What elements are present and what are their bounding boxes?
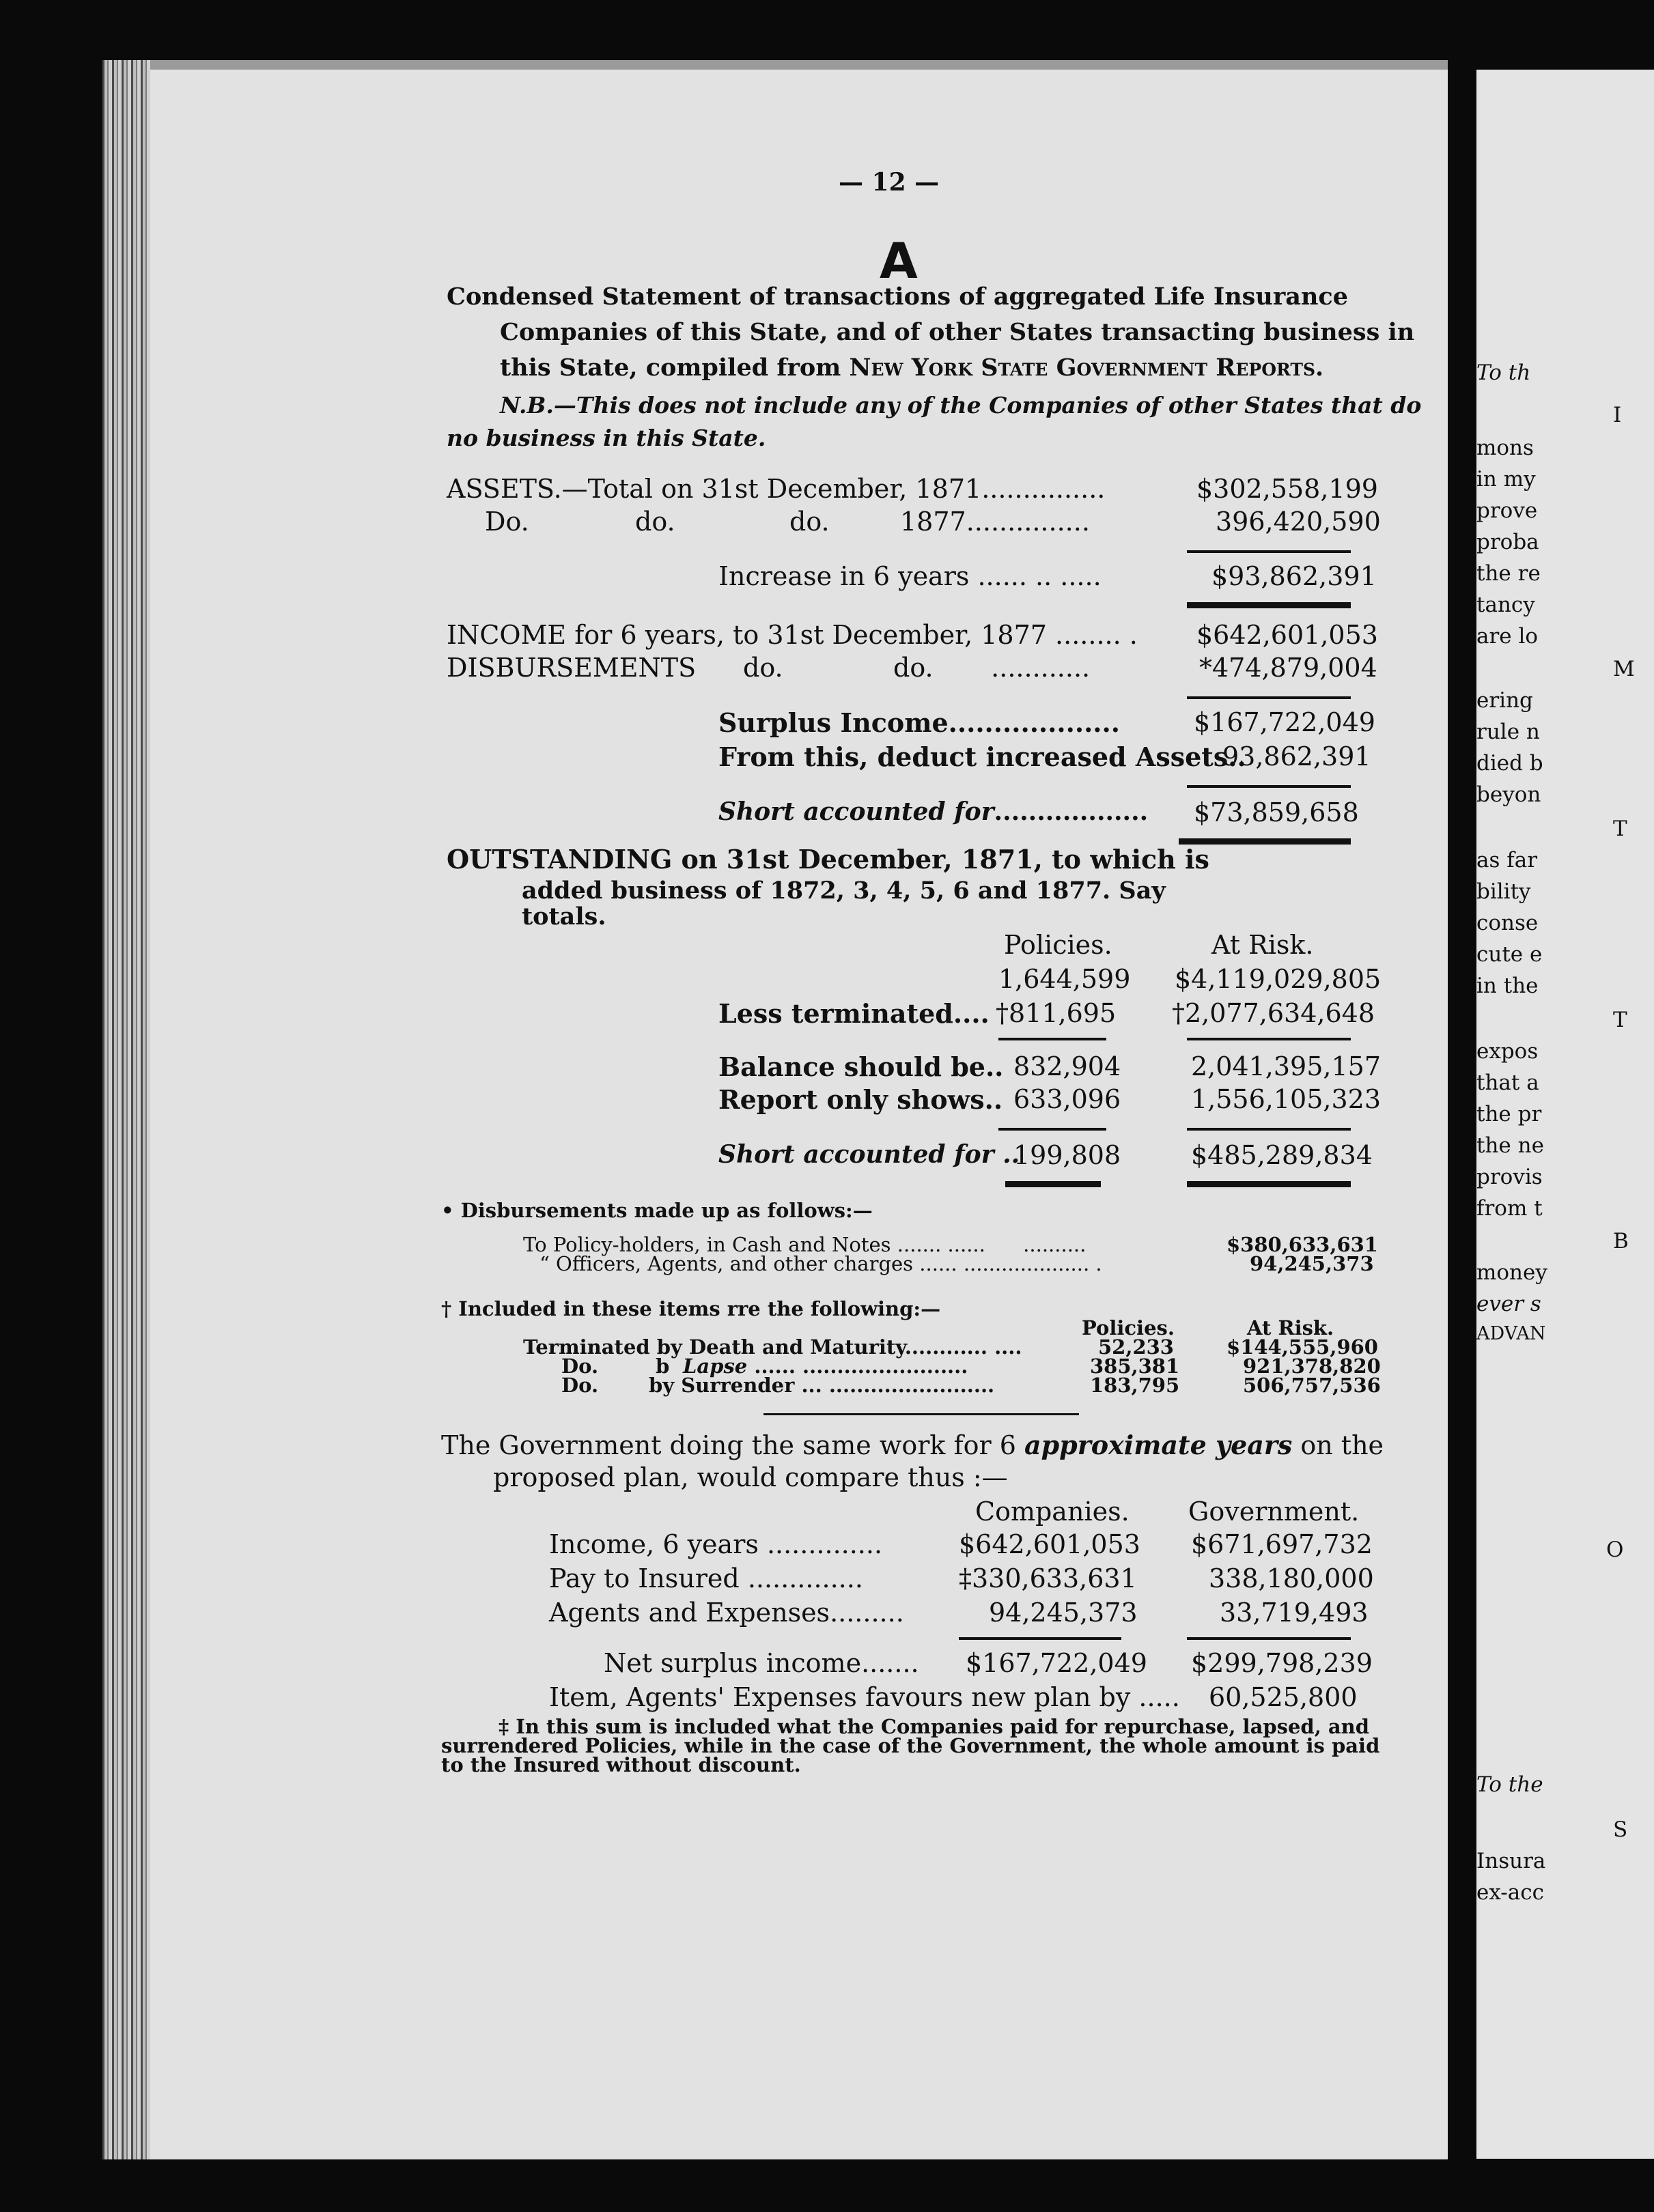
fragment-line: are lo bbox=[1476, 624, 1539, 649]
fragment-line: To the bbox=[1476, 1772, 1543, 1797]
fragment-line: T bbox=[1613, 1008, 1627, 1032]
column-header-companies: Companies. bbox=[975, 1497, 1130, 1527]
adjacent-page-fragment bbox=[1476, 70, 1654, 2159]
outstanding-line: OUTSTANDING on 31st December, 1871, to which is bbox=[447, 844, 1209, 875]
included-row-policies: 52,233 bbox=[1098, 1335, 1174, 1359]
fragment-line: died b bbox=[1476, 751, 1543, 776]
net-surplus-companies: $167,722,049 bbox=[966, 1648, 1147, 1678]
fragment-line: ering bbox=[1476, 688, 1533, 713]
fragment-line: provis bbox=[1476, 1165, 1543, 1189]
short-risk: $485,289,834 bbox=[1191, 1140, 1373, 1170]
short-accounted-label: Short accounted for .. bbox=[718, 1140, 1020, 1169]
intro-line: Condensed Statement of transactions of aggregated Life Insurance bbox=[447, 283, 1348, 311]
fragment-line: that a bbox=[1476, 1070, 1539, 1095]
total-policies: 1,644,599 bbox=[998, 964, 1131, 994]
government-intro: proposed plan, would compare thus :— bbox=[493, 1462, 1008, 1492]
fragment-line: S bbox=[1613, 1817, 1628, 1842]
pay-companies: ‡330,633,631 bbox=[959, 1563, 1137, 1593]
ditto: Do. bbox=[485, 507, 529, 537]
sum-rule bbox=[998, 1038, 1106, 1040]
less-terminated-policies: †811,695 bbox=[996, 998, 1117, 1028]
total-risk: $4,119,029,805 bbox=[1175, 964, 1382, 994]
balance-risk: 2,041,395,157 bbox=[1191, 1051, 1382, 1081]
included-row-risk: 506,757,536 bbox=[1243, 1374, 1381, 1397]
footnote: surrendered Policies, while in the case of the Government, the whole amount is paid bbox=[441, 1734, 1380, 1757]
fragment-line: I bbox=[1613, 403, 1622, 427]
fragment-line: mons bbox=[1476, 436, 1534, 460]
surplus-label: Surplus Income................... bbox=[718, 707, 1120, 738]
item-value: 60,525,800 bbox=[1209, 1682, 1358, 1712]
nb-note: no business in this State. bbox=[447, 425, 766, 451]
ditto: do. bbox=[743, 653, 783, 683]
fragment-line: the pr bbox=[1476, 1102, 1542, 1126]
included-row-by: b bbox=[656, 1355, 670, 1378]
fragment-line: the ne bbox=[1476, 1133, 1544, 1158]
short-accounted-label: Short accounted for.................. bbox=[718, 797, 1149, 826]
included-row-label: Terminated by Death and Maturity............ .... bbox=[523, 1335, 1022, 1359]
sum-rule bbox=[998, 1128, 1106, 1131]
sum-rule bbox=[1187, 696, 1351, 699]
less-terminated-label: Less terminated.... bbox=[718, 998, 990, 1029]
sum-rule bbox=[1187, 1128, 1351, 1131]
total-rule bbox=[1005, 1181, 1101, 1187]
fragment-line: the re bbox=[1476, 561, 1541, 586]
fragment-line: To th bbox=[1476, 360, 1531, 385]
report-risk: 1,556,105,323 bbox=[1191, 1084, 1382, 1114]
column-header-at-risk: At Risk. bbox=[1247, 1316, 1334, 1339]
fragment-line: prove bbox=[1476, 498, 1538, 523]
fragment-line: ex-acc bbox=[1476, 1880, 1544, 1905]
nb-note: N.B.—This does not include any of the Companies of other States that do bbox=[500, 392, 1422, 419]
included-row-label: Lapse ...... ........................ bbox=[683, 1355, 968, 1378]
page-number: — 12 — bbox=[839, 168, 940, 197]
income-value: $642,601,053 bbox=[1196, 620, 1378, 650]
column-header-government: Government. bbox=[1188, 1497, 1360, 1527]
sum-rule bbox=[1187, 1637, 1351, 1640]
fragment-line: as far bbox=[1476, 848, 1538, 873]
ditto: Do. bbox=[561, 1374, 599, 1397]
fragment-line: bility bbox=[1476, 879, 1531, 904]
intro-line: Companies of this State, and of other States transacting business in bbox=[500, 318, 1415, 346]
fragment-line: ADVAN bbox=[1476, 1323, 1546, 1344]
total-rule bbox=[1187, 1181, 1351, 1187]
report-policies: 633,096 bbox=[1013, 1084, 1121, 1114]
total-rule bbox=[1187, 602, 1351, 608]
included-row-label: by Surrender ... ........................ bbox=[649, 1374, 995, 1397]
column-header-policies: Policies. bbox=[1082, 1316, 1175, 1339]
short-accounted-value: $73,859,658 bbox=[1194, 797, 1359, 827]
included-row-risk: 921,378,820 bbox=[1243, 1355, 1381, 1378]
less-terminated-risk: †2,077,634,648 bbox=[1172, 998, 1375, 1028]
balance-policies: 832,904 bbox=[1013, 1051, 1121, 1081]
balance-label: Balance should be.. bbox=[718, 1051, 1004, 1082]
fragment-line: T bbox=[1613, 817, 1627, 841]
report-label: Report only shows.. bbox=[718, 1084, 1003, 1115]
pay-government: 338,180,000 bbox=[1209, 1563, 1374, 1593]
item-label: Item, Agents' Expenses favours new plan by ..... bbox=[549, 1682, 1180, 1712]
income-companies: $642,601,053 bbox=[959, 1529, 1140, 1559]
agents-row-label: Agents and Expenses......... bbox=[549, 1598, 904, 1628]
outstanding-line: totals. bbox=[522, 903, 606, 931]
disbursements-note-row: “ Officers, Agents, and other charges ...... .................... . bbox=[539, 1252, 1102, 1275]
fragment-line: Insura bbox=[1476, 1849, 1546, 1873]
fragment-line: in the bbox=[1476, 974, 1539, 998]
fragment-line: ever s bbox=[1476, 1292, 1541, 1316]
disbursements-note-row: To Policy-holders, in Cash and Notes ....... ...... .......... bbox=[523, 1233, 1087, 1256]
fragment-line: B bbox=[1613, 1229, 1629, 1253]
sum-rule bbox=[1187, 550, 1351, 553]
sum-rule bbox=[1187, 785, 1351, 788]
fragment-line: conse bbox=[1476, 911, 1539, 935]
sum-rule bbox=[959, 1637, 1121, 1640]
income-row-label: Income, 6 years .............. bbox=[549, 1529, 883, 1559]
deduct-label: From this, deduct increased Assets.. bbox=[718, 741, 1246, 772]
fragment-line: from t bbox=[1476, 1196, 1543, 1221]
disbursements-label: DISBURSEMENTS bbox=[447, 653, 697, 683]
government-intro: The Government doing the same work for 6 approximate years on the bbox=[441, 1430, 1384, 1460]
net-surplus-government: $299,798,239 bbox=[1191, 1648, 1373, 1678]
agents-companies: 94,245,373 bbox=[989, 1598, 1138, 1628]
fragment-line: cute e bbox=[1476, 942, 1543, 967]
footnote: to the Insured without discount. bbox=[441, 1753, 801, 1776]
surplus-value: $167,722,049 bbox=[1194, 707, 1375, 737]
assets-1871-value: $302,558,199 bbox=[1196, 474, 1378, 504]
included-note-title: † Included in these items rre the following:— bbox=[441, 1297, 941, 1320]
footnote: ‡ In this sum is included what the Companies paid for repurchase, lapsed, and bbox=[499, 1715, 1370, 1738]
section-letter: A bbox=[880, 232, 918, 289]
fragment-line: expos bbox=[1476, 1039, 1539, 1064]
disbursements-note-title: • Disbursements made up as follows:— bbox=[441, 1199, 873, 1222]
ditto: Do. bbox=[561, 1355, 599, 1378]
agents-government: 33,719,493 bbox=[1220, 1598, 1369, 1628]
ditto: do. bbox=[789, 507, 830, 537]
fragment-line: O bbox=[1606, 1537, 1624, 1562]
disbursements-note-value: 94,245,373 bbox=[1250, 1252, 1374, 1275]
included-row-risk: $144,555,960 bbox=[1227, 1335, 1378, 1359]
assets-1871-label: ASSETS.—Total on 31st December, 1871............... bbox=[447, 474, 1106, 504]
income-government: $671,697,732 bbox=[1191, 1529, 1373, 1559]
column-header-policies: Policies. bbox=[1004, 930, 1112, 960]
fragment-line: in my bbox=[1476, 467, 1536, 492]
short-policies: 199,808 bbox=[1013, 1140, 1121, 1170]
net-surplus-label: Net surplus income....... bbox=[604, 1648, 919, 1678]
ditto: do. ............ bbox=[893, 653, 1091, 683]
fragment-line: tancy bbox=[1476, 593, 1535, 617]
divider-rule bbox=[763, 1413, 1079, 1415]
increase-label: Increase in 6 years ...... .. ..... bbox=[718, 561, 1102, 591]
outstanding-line: added business of 1872, 3, 4, 5, 6 and 1877. Say bbox=[522, 877, 1166, 905]
intro-line: this State, compiled from New York State Government Reports. bbox=[500, 354, 1324, 382]
assets-1877-label: 1877............... bbox=[900, 507, 1090, 537]
included-row-policies: 385,381 bbox=[1090, 1355, 1180, 1378]
increase-value: $93,862,391 bbox=[1211, 561, 1377, 591]
fragment-line: proba bbox=[1476, 530, 1539, 554]
fragment-line: beyon bbox=[1476, 782, 1541, 807]
pay-row-label: Pay to Insured .............. bbox=[549, 1563, 863, 1593]
income-label: INCOME for 6 years, to 31st December, 1877 ........ . bbox=[447, 620, 1138, 650]
fragment-line: money bbox=[1476, 1260, 1547, 1285]
disbursements-note-value: $380,633,631 bbox=[1227, 1233, 1378, 1256]
assets-1877-value: 396,420,590 bbox=[1216, 507, 1381, 537]
sum-rule bbox=[1187, 1038, 1351, 1040]
deduct-value: 93,862,391 bbox=[1222, 741, 1371, 771]
disbursements-value: *474,879,004 bbox=[1199, 653, 1377, 683]
included-row-policies: 183,795 bbox=[1090, 1374, 1180, 1397]
fragment-line: rule n bbox=[1476, 720, 1540, 744]
ditto: do. bbox=[635, 507, 675, 537]
column-header-at-risk: At Risk. bbox=[1211, 930, 1314, 960]
fragment-line: M bbox=[1613, 657, 1635, 681]
